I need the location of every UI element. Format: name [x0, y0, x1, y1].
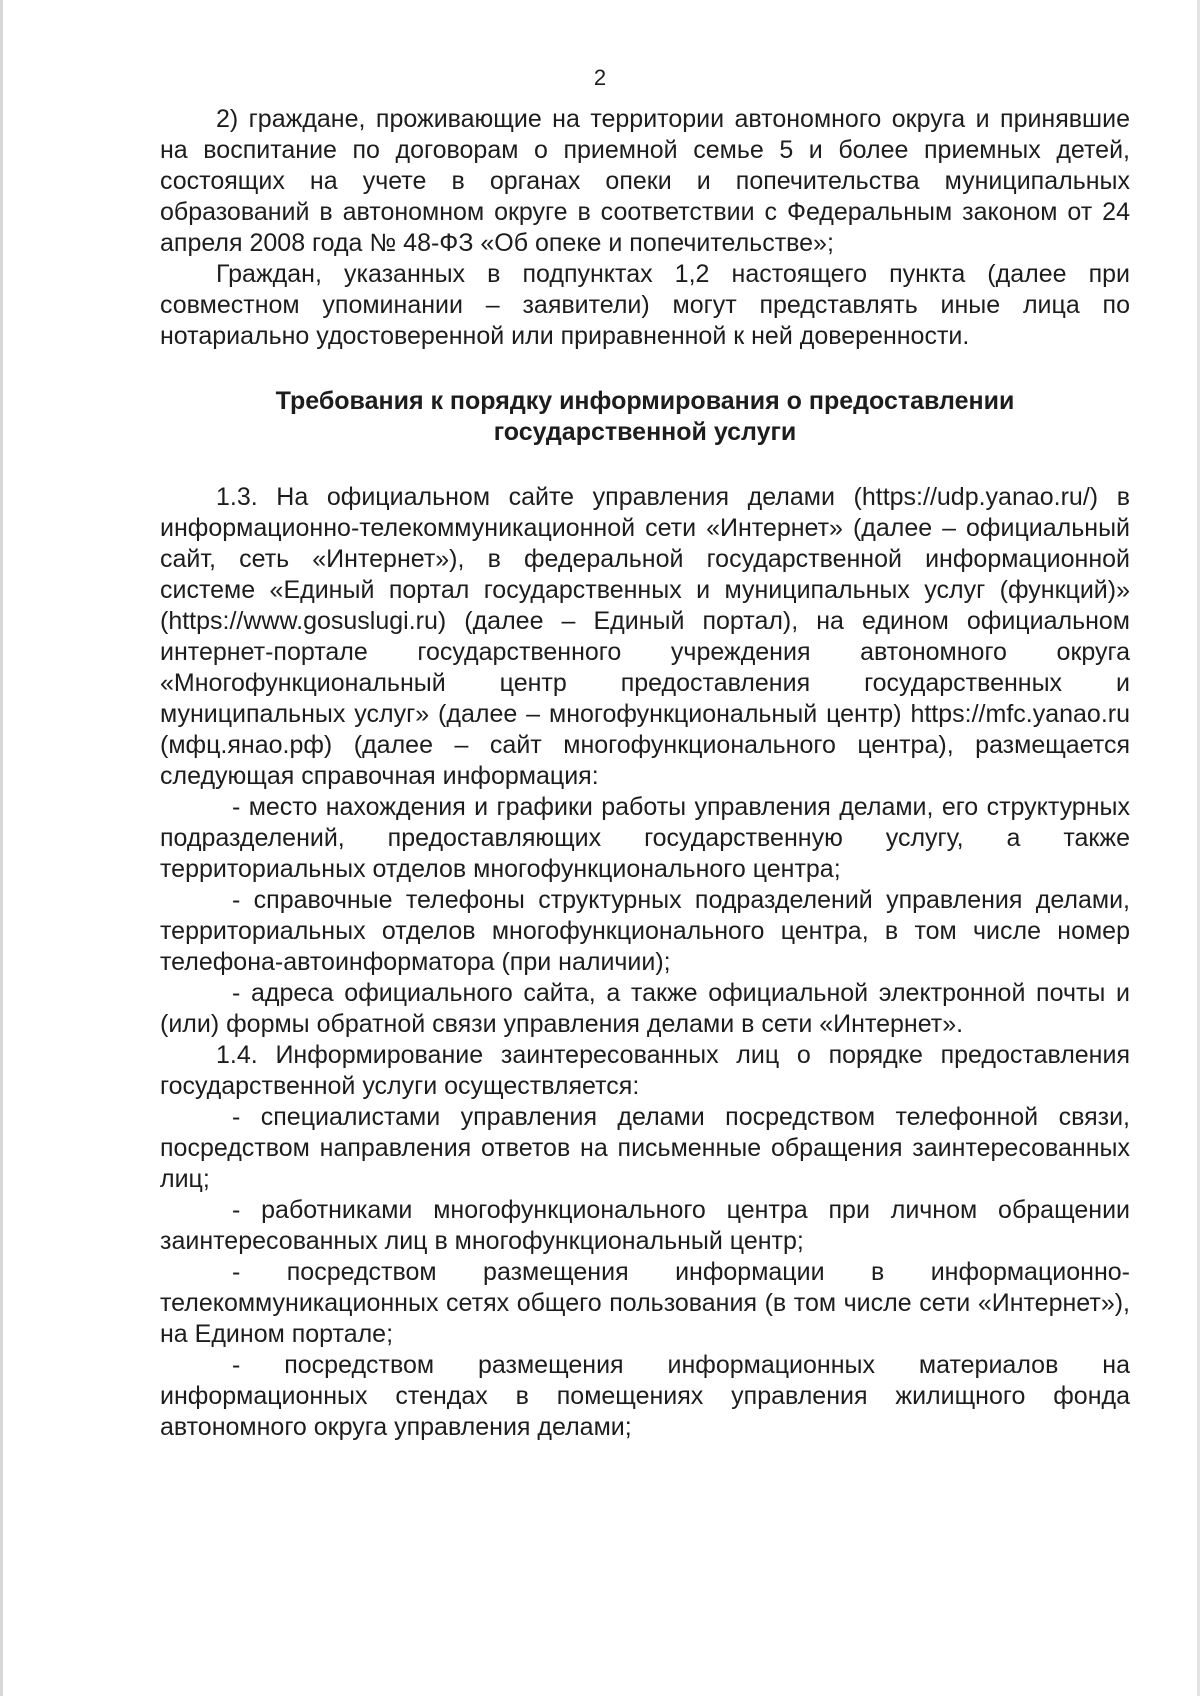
paragraph-intro-1: 2) граждане, проживающие на территории автономного округа и принявшие на воспитание по договорам о приемной семье 5 и более приемных детей, состоящих на учете в органах опеки и попечительства муниципальных образований в автономном округе в соответствии с Федеральным законом от 24 апреля 2008 года № 48-ФЗ «Об опеке и попечительстве»;: [160, 105, 1130, 257]
list-item-paragraph: - посредством размещения информационных материалов на информационных стендах в помещениях управления жилищного фонда автономного округа управления делами;: [160, 1351, 1130, 1441]
page-edge-left: [0, 0, 3, 1696]
numbered-paragraph: 1.3. На официальном сайте управления делами (https://udp.yanao.ru/) в информационно-телекоммуникационной сети «Интернет» (далее – официальный сайт, сеть «Интернет»), в федеральной государственной информационной системе «Единый портал государственных и муниципальных услуг (функций)» (https://www.gosuslugi.ru) (далее – Единый портал), на едином официальном интернет-портале государственного учреждения автономного округа «Многофункциональный центр предоставления государственных и муниципальных услуг» (далее – многофункциональный центр) https://mfc.yanao.ru (мфц.янао.рф) (далее – сайт многофункционального центра), размещается следующая справочная информация:: [160, 483, 1130, 790]
list-item-paragraph: - посредством размещения информации в информационно-телекоммуникационных сетях общего пользования (в том числе сети «Интернет»), на Едином портале;: [160, 1258, 1130, 1348]
page-number: 2: [593, 65, 607, 90]
list-item-paragraph: - специалистами управления делами посредством телефонной связи, посредством направления ответов на письменные обращения заинтересованных лиц;: [160, 1103, 1130, 1193]
list-item-paragraph: - справочные телефоны структурных подразделений управления делами, территориальных отделов многофункционального центра, в том числе номер телефона-автоинформатора (при наличии);: [160, 886, 1130, 976]
document-body: [160, 104, 1130, 1443]
paragraph-intro-2: Граждан, указанных в подпунктах 1,2 настоящего пункта (далее при совместном упоминании – заявители) могут представлять иные лица по нотариально удостоверенной или приравненной к ней доверенности.: [160, 260, 1130, 350]
list-item-paragraph: - работниками многофункционального центра при личном обращении заинтересованных лиц в многофункциональный центр;: [160, 1196, 1130, 1255]
list-item-paragraph: - место нахождения и графики работы управления делами, его структурных подразделений, предоставляющих государственную услугу, а также территориальных отделов многофункционального центра;: [160, 793, 1130, 883]
section-heading-line-1: Требования к порядку информирования о предоставлении: [275, 387, 1015, 415]
section-heading: [160, 386, 1130, 448]
numbered-paragraph: 1.4. Информирование заинтересованных лиц о порядке предоставления государственной услуги осуществляется:: [160, 1041, 1130, 1100]
main-paragraphs: [160, 482, 1130, 1443]
section-heading-line-2: государственной услуги: [493, 418, 797, 446]
list-item-paragraph: - адреса официального сайта, а также официальной электронной почты и (или) формы обратной связи управления делами в сети «Интернет».: [160, 979, 1130, 1038]
